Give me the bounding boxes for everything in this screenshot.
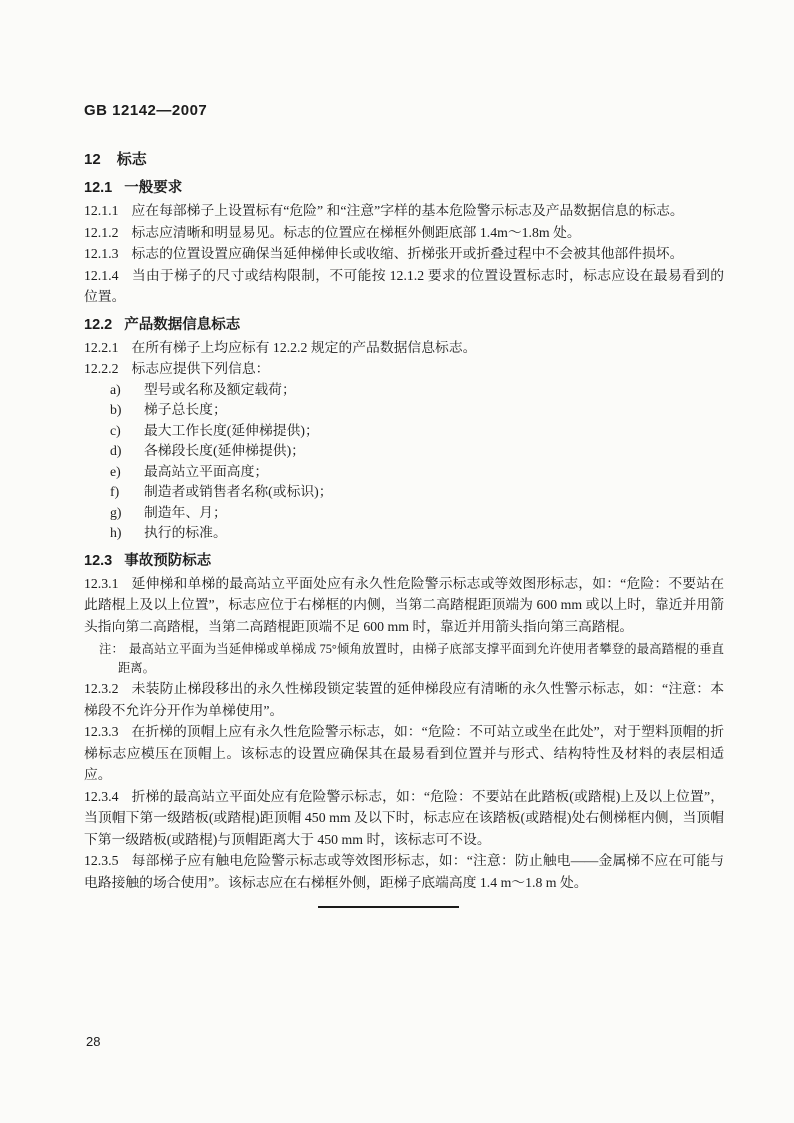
list-item-h	[110, 523, 724, 544]
section-title: 一般要求	[124, 180, 183, 196]
clause-number: 12.1.4	[84, 267, 119, 283]
clause-text: 未装防止梯段移出的永久性梯段锁定装置的延伸梯段应有清晰的永久性警示标志，如：“注意：本梯段不允许分开作为单梯使用”。	[84, 681, 724, 718]
list-marker: a)	[110, 381, 121, 397]
list-item-a	[110, 380, 724, 401]
list-text: 各梯段长度(延伸梯提供)；	[144, 443, 305, 458]
list-text: 制造年、月；	[144, 504, 227, 520]
clause-12-3-5	[84, 850, 724, 893]
note	[99, 640, 724, 677]
clause-number: 12.1.2	[84, 224, 119, 240]
list-text: 最高站立平面高度；	[144, 463, 269, 479]
clause-text: 在折梯的顶帽上应有永久性危险警示标志，如：“危险：不可站立或坐在此处”，对于塑料顶帽的折梯标志应模压在顶帽上。该标志的设置应确保其在最易看到位置并与形式、结构特性及材料的表层相适应。	[84, 724, 724, 782]
chapter-title: 标志	[116, 151, 147, 168]
list-text: 梯子总长度；	[144, 402, 227, 417]
clause-number: 12.1.3	[84, 246, 119, 261]
list-text: 执行的标准。	[144, 525, 227, 540]
clause-12-3-4	[84, 786, 724, 851]
clause-number: 12.3.2	[84, 681, 119, 696]
list-marker: e)	[110, 463, 121, 479]
clause-12-1-4	[84, 265, 724, 308]
clause-text: 每部梯子应有触电危险警示标志或等效图形标志，如：“注意：防止触电——金属梯不应在可能与电路接触的场合使用”。该标志应在右梯框外侧，距梯子底端高度 1.4 m～1.8 m 处。	[84, 853, 724, 890]
clause-12-1-2	[84, 222, 724, 244]
section-title: 事故预防标志	[124, 552, 212, 569]
clause-number: 12.2.2	[84, 361, 119, 376]
clause-number: 12.3.3	[84, 724, 119, 739]
list-item-c	[110, 421, 724, 442]
clause-text: 标志应提供下列信息：	[131, 361, 270, 376]
clause-number: 12.1.1	[84, 203, 119, 218]
list-item-e	[110, 462, 724, 483]
clause-number: 12.3.5	[84, 853, 119, 868]
clause-text: 当由于梯子的尺寸或结构限制，不可能按 12.1.2 要求的位置设置标志时，标志应设在最易看到的位置。	[84, 267, 724, 304]
product-info-list	[110, 380, 724, 544]
list-text: 制造者或销售者名称(或标识)；	[144, 484, 333, 499]
clause-12-3-1	[84, 573, 724, 638]
clause-text: 应在每部梯子上设置标有“危险” 和“注意”字样的基本危险警示标志及产品数据信息的标志。	[131, 203, 684, 218]
clause-text: 延伸梯和单梯的最高站立平面处应有永久性危险警示标志或等效图形标志，如：“危险：不要站在此踏棍上及以上位置”，标志应位于右梯框的内侧，当第二高踏棍距顶端为 600 mm 或以上时，靠近并用箭头指向第二高踏棍，当第二高踏棍距顶端不足 600 mm 时，靠近并用箭头指向第三高踏棍。	[84, 575, 724, 634]
page-number: 28	[86, 1034, 101, 1049]
list-marker: f)	[110, 484, 120, 499]
clause-12-2-1	[84, 337, 724, 359]
list-item-f	[110, 482, 724, 503]
clause-text: 标志应清晰和明显易见。标志的位置应在梯框外侧距底部 1.4m～1.8m 处。	[131, 224, 581, 240]
section-heading-12-2	[84, 314, 724, 337]
list-marker: b)	[110, 402, 122, 417]
list-marker: g)	[110, 504, 122, 520]
clause-text: 标志的位置设置应确保当延伸梯伸长或收缩、折梯张开或折叠过程中不会被其他部件损坏。	[131, 246, 684, 261]
list-text: 最大工作长度(延伸梯提供)；	[144, 422, 319, 438]
clause-12-3-3	[84, 721, 724, 786]
clause-number: 12.2.1	[84, 339, 119, 355]
list-item-g	[110, 503, 724, 524]
clause-text: 折梯的最高站立平面处应有危险警示标志，如：“危险：不要站在此踏板(或踏棍)上及以上位置”，当顶帽下第一级踏板(或踏棍)距顶帽 450 mm 及以下时，标志应在该踏板(或踏棍)处右侧梯框内侧，当顶帽下第一级踏板(或踏棍)与顶帽距离大于 450 mm 时，该标志可不设。	[84, 788, 724, 847]
list-item-b	[110, 400, 724, 421]
section-heading-12-3	[84, 550, 724, 573]
chapter-heading	[84, 149, 724, 171]
clause-12-1-3	[84, 243, 724, 265]
section-number: 12.1	[84, 180, 113, 196]
section-number: 12.3	[84, 552, 113, 569]
note-text: 最高站立平面为当延伸梯或单梯成 75°倾角放置时，由梯子底部支撑平面到允许使用者攀登的最高踏棍的垂直距离。	[118, 642, 724, 675]
list-marker: c)	[110, 422, 121, 438]
list-marker: d)	[110, 443, 122, 458]
section-title: 产品数据信息标志	[124, 316, 241, 333]
section-heading-12-1	[84, 177, 724, 200]
list-marker: h)	[110, 525, 122, 540]
clause-12-3-2	[84, 678, 724, 721]
clause-text: 在所有梯子上均应标有 12.2.2 规定的产品数据信息标志。	[131, 339, 477, 355]
section-number: 12.2	[84, 316, 113, 333]
document-code: GB 12142—2007	[84, 102, 208, 119]
note-label: 注：	[99, 642, 124, 656]
clause-number: 12.3.4	[84, 788, 119, 804]
chapter-number: 12	[84, 151, 101, 168]
clause-number: 12.3.1	[84, 575, 119, 591]
end-of-text-rule	[318, 906, 459, 908]
clause-12-2-2	[84, 358, 724, 380]
clause-12-1-1	[84, 200, 724, 222]
list-text: 型号或名称及额定载荷；	[144, 381, 296, 397]
list-item-d	[110, 441, 724, 462]
